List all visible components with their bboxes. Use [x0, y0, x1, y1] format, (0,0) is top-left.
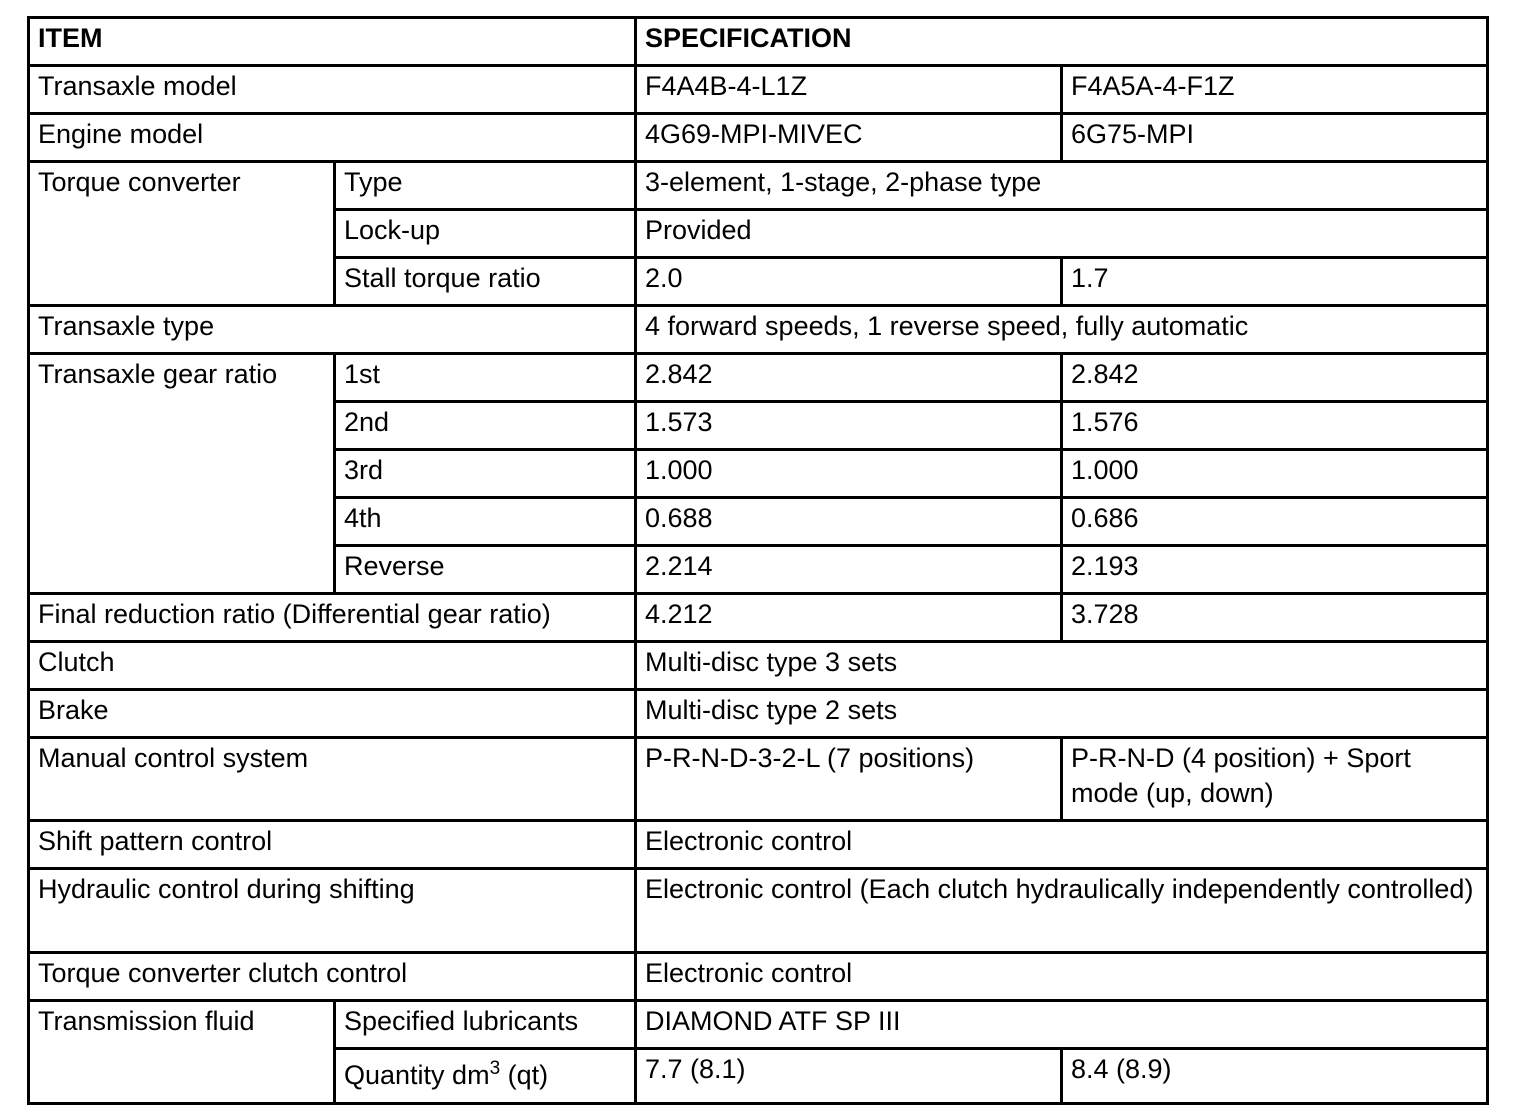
row-label-transaxle-type: Transaxle type — [29, 306, 636, 354]
table-row — [29, 594, 1488, 642]
table-header-row — [29, 18, 1488, 66]
value-gear-3rd-2: 1.000 — [1062, 450, 1488, 498]
row-label-clutch: Clutch — [29, 642, 636, 690]
value-shift-pattern: Electronic control — [636, 821, 1488, 869]
sub-label-gear-2nd: 2nd — [335, 402, 636, 450]
value-gear-2nd-1: 1.573 — [636, 402, 1062, 450]
header-specification: SPECIFICATION — [636, 18, 1488, 66]
row-label-shift-pattern: Shift pattern control — [29, 821, 636, 869]
value-gear-3rd-1: 1.000 — [636, 450, 1062, 498]
row-label-transaxle-model: Transaxle model — [29, 66, 636, 114]
table-row — [29, 738, 1488, 821]
sub-label-gear-3rd: 3rd — [335, 450, 636, 498]
table-row — [29, 162, 1488, 210]
sub-label-lockup: Lock-up — [335, 210, 636, 258]
value-stall-torque-ratio-1: 2.0 — [636, 258, 1062, 306]
table-row — [29, 953, 1488, 1001]
row-label-tcc-control: Torque converter clutch control — [29, 953, 636, 1001]
value-gear-4th-1: 0.688 — [636, 498, 1062, 546]
value-final-reduction-1: 4.212 — [636, 594, 1062, 642]
value-lockup: Provided — [636, 210, 1488, 258]
specification-table — [27, 16, 1489, 1105]
table-row — [29, 114, 1488, 162]
value-gear-2nd-2: 1.576 — [1062, 402, 1488, 450]
row-label-brake: Brake — [29, 690, 636, 738]
value-quantity-1: 7.7 (8.1) — [636, 1049, 1062, 1104]
header-item: ITEM — [29, 18, 636, 66]
quantity-label-sup: 3 — [489, 1058, 501, 1079]
quantity-label-main: Quantity dm — [344, 1060, 490, 1090]
value-manual-control-2: P-R-N-D (4 position) + Sport mode (up, down) — [1062, 738, 1488, 821]
value-gear-reverse-1: 2.214 — [636, 546, 1062, 594]
table-row — [29, 690, 1488, 738]
table-row — [29, 1001, 1488, 1049]
value-tcc-control: Electronic control — [636, 953, 1488, 1001]
value-gear-4th-2: 0.686 — [1062, 498, 1488, 546]
table-row — [29, 869, 1488, 953]
row-label-gear-ratio: Transaxle gear ratio — [29, 354, 335, 594]
value-gear-1st-1: 2.842 — [636, 354, 1062, 402]
sub-label-stall-torque-ratio: Stall torque ratio — [335, 258, 636, 306]
table-row — [29, 66, 1488, 114]
sub-label-gear-1st: 1st — [335, 354, 636, 402]
value-engine-model-1: 4G69-MPI-MIVEC — [636, 114, 1062, 162]
value-hydraulic-control: Electronic control (Each clutch hydraulically independently controlled) — [636, 869, 1488, 953]
table-row — [29, 821, 1488, 869]
value-clutch: Multi-disc type 3 sets — [636, 642, 1488, 690]
value-final-reduction-2: 3.728 — [1062, 594, 1488, 642]
sub-label-gear-4th: 4th — [335, 498, 636, 546]
value-quantity-2: 8.4 (8.9) — [1062, 1049, 1488, 1104]
value-torque-converter-type: 3-element, 1-stage, 2-phase type — [636, 162, 1488, 210]
sub-label-gear-reverse: Reverse — [335, 546, 636, 594]
value-gear-1st-2: 2.842 — [1062, 354, 1488, 402]
value-transaxle-type: 4 forward speeds, 1 reverse speed, fully automatic — [636, 306, 1488, 354]
sub-label-quantity — [335, 1049, 636, 1104]
quantity-label-unit: (qt) — [500, 1060, 549, 1090]
value-brake: Multi-disc type 2 sets — [636, 690, 1488, 738]
table-row — [29, 306, 1488, 354]
row-label-hydraulic-control: Hydraulic control during shifting — [29, 869, 636, 953]
table-row — [29, 642, 1488, 690]
sub-label-specified-lubricants: Specified lubricants — [335, 1001, 636, 1049]
row-label-manual-control: Manual control system — [29, 738, 636, 821]
value-stall-torque-ratio-2: 1.7 — [1062, 258, 1488, 306]
value-transaxle-model-1: F4A4B-4-L1Z — [636, 66, 1062, 114]
value-gear-reverse-2: 2.193 — [1062, 546, 1488, 594]
value-specified-lubricants: DIAMOND ATF SP III — [636, 1001, 1488, 1049]
row-label-torque-converter: Torque converter — [29, 162, 335, 306]
value-manual-control-1: P-R-N-D-3-2-L (7 positions) — [636, 738, 1062, 821]
table-row — [29, 354, 1488, 402]
row-label-engine-model: Engine model — [29, 114, 636, 162]
value-transaxle-model-2: F4A5A-4-F1Z — [1062, 66, 1488, 114]
row-label-transmission-fluid: Transmission fluid — [29, 1001, 335, 1104]
sub-label-type: Type — [335, 162, 636, 210]
value-engine-model-2: 6G75-MPI — [1062, 114, 1488, 162]
row-label-final-reduction: Final reduction ratio (Differential gear ratio) — [29, 594, 636, 642]
